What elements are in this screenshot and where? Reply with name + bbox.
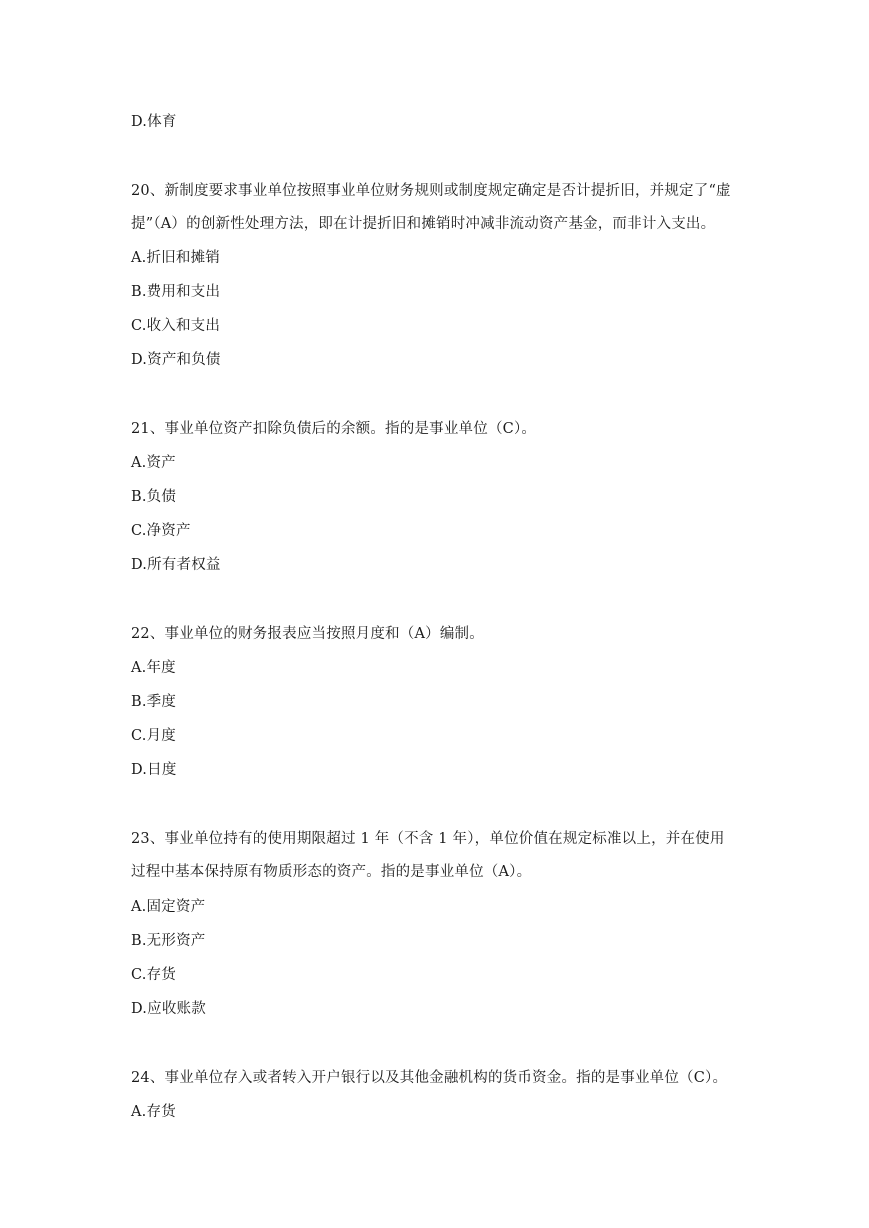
- q19-option-d: D.体育: [131, 114, 177, 130]
- q21-option-c: C.净资产: [131, 523, 191, 539]
- q20-option-a: A.折旧和摊销: [131, 250, 220, 266]
- q20-option-c: C.收入和支出: [131, 318, 221, 334]
- q21-option-a: A.资产: [131, 455, 176, 471]
- q20-question-line-1: 20、新制度要求事业单位按照事业单位财务规则或制度规定确定是否计提折旧，并规定了“虚: [131, 183, 731, 199]
- q23-option-c: C.存货: [131, 967, 176, 983]
- q23-question-line-2: 过程中基本保持原有物质形态的资产。指的是事业单位（A）。: [131, 864, 532, 880]
- q22-option-b: B.季度: [131, 694, 177, 710]
- q23-option-d: D.应收账款: [131, 1001, 206, 1017]
- q23-option-b: B.无形资产: [131, 933, 206, 949]
- q22-option-d: D.日度: [131, 762, 177, 778]
- q20-option-d: D.资产和负债: [131, 352, 221, 368]
- q24-question: 24、事业单位存入或者转入开户银行以及其他金融机构的货币资金。指的是事业单位（C）。: [131, 1070, 728, 1086]
- q23-option-a: A.固定资产: [131, 899, 206, 915]
- q22-option-a: A.年度: [131, 660, 176, 676]
- q24-option-a: A.存货: [131, 1104, 176, 1120]
- q22-question: 22、事业单位的财务报表应当按照月度和（A）编制。: [131, 626, 484, 642]
- q21-question: 21、事业单位资产扣除负债后的余额。指的是事业单位（C）。: [131, 421, 537, 437]
- q21-option-b: B.负债: [131, 489, 177, 505]
- q23-question-line-1: 23、事业单位持有的使用期限超过 1 年（不含 1 年），单位价值在规定标准以上，并在使用: [131, 831, 725, 847]
- q22-option-c: C.月度: [131, 728, 176, 744]
- q20-option-b: B.费用和支出: [131, 284, 221, 300]
- q21-option-d: D.所有者权益: [131, 557, 221, 573]
- q20-question-line-2: 提”（A）的创新性处理方法，即在计提折旧和摊销时冲减非流动资产基金，而非计入支出。: [131, 216, 716, 232]
